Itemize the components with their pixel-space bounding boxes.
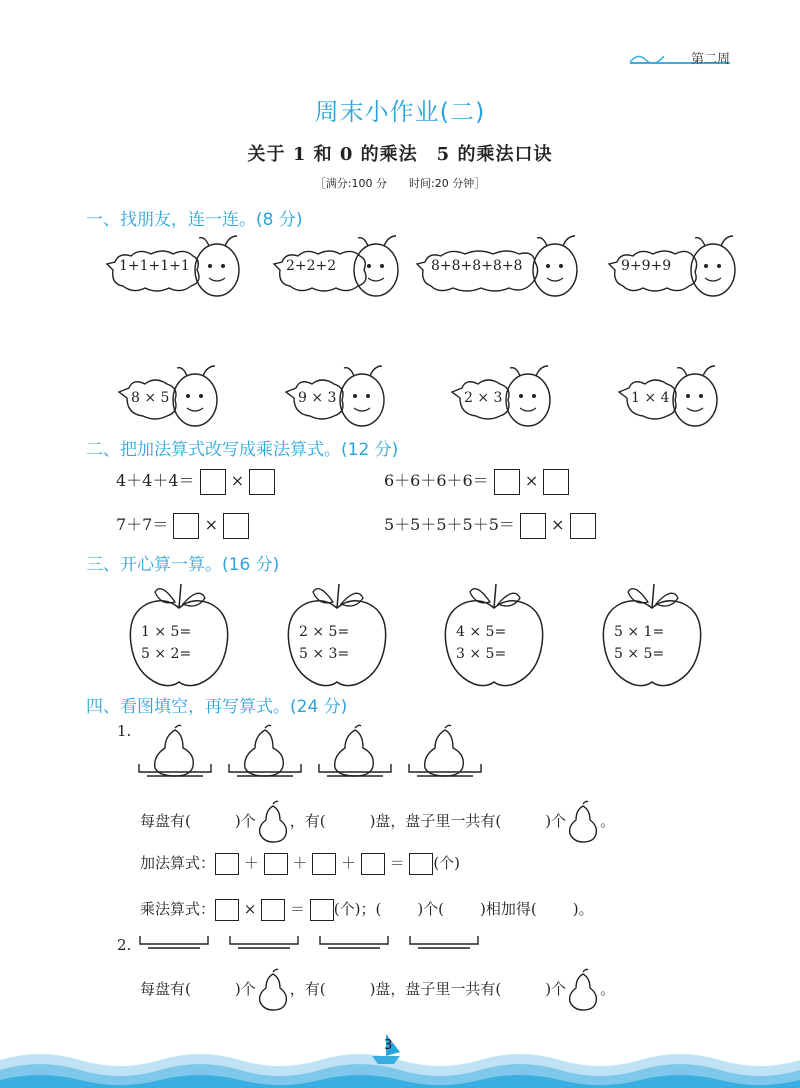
apple-card-2 bbox=[283, 578, 393, 693]
plate-with-pear-2 bbox=[225, 722, 305, 782]
answer-box[interactable] bbox=[310, 899, 334, 921]
answer-box[interactable] bbox=[312, 853, 336, 875]
equals-sign: ＝ bbox=[289, 900, 305, 918]
plus-sign: ＋ bbox=[340, 854, 356, 872]
page-subtitle: 关于 1 和 0 的乘法 5 的乘法口诀 bbox=[247, 144, 553, 165]
times-sign: × bbox=[243, 900, 257, 918]
plate-with-pear-4 bbox=[405, 722, 485, 782]
pear-on-plate-icon bbox=[315, 722, 395, 778]
text-every-plate: 每盘有( bbox=[140, 812, 191, 830]
caterpillar-expression: 2 × 3 bbox=[464, 390, 503, 406]
caterpillar-top-3[interactable] bbox=[415, 234, 585, 304]
answer-box[interactable] bbox=[361, 853, 385, 875]
text-you: ，有( bbox=[289, 812, 326, 830]
apple-card-4 bbox=[598, 578, 708, 693]
page-number: 3 bbox=[384, 1038, 393, 1053]
text-every-plate: 每盘有( bbox=[140, 980, 191, 998]
text-ge3: )个( bbox=[417, 900, 445, 918]
caterpillar-expression: 2+2+2 bbox=[286, 258, 337, 274]
section4-heading: 四、看图填空，再写算式。(24 分) bbox=[86, 697, 348, 717]
equals-sign: ＝ bbox=[389, 854, 405, 872]
equation-row-1 bbox=[116, 468, 275, 495]
pear-on-plate-icon bbox=[225, 722, 305, 778]
pear-icon bbox=[566, 968, 600, 1012]
multiplication-equation bbox=[140, 898, 594, 921]
caterpillar-expression: 8+8+8+8+8 bbox=[431, 258, 523, 274]
plate-with-pear-3 bbox=[315, 722, 395, 782]
apple-line-1: 2 × 5= bbox=[299, 624, 350, 640]
answer-box[interactable] bbox=[173, 513, 199, 539]
equation-expression: 7＋7＝ bbox=[116, 515, 169, 534]
apple-line-2: 5 × 3= bbox=[299, 646, 350, 662]
equation-row-4 bbox=[384, 512, 596, 539]
equation-expression: 6＋6＋6＋6＝ bbox=[384, 471, 489, 490]
pear-icon bbox=[256, 800, 290, 844]
caterpillar-top-4[interactable] bbox=[607, 234, 747, 304]
answer-box[interactable] bbox=[264, 853, 288, 875]
caterpillar-bottom-1[interactable] bbox=[115, 362, 225, 432]
text-semi: ；( bbox=[360, 900, 382, 918]
addition-label: 加法算式： bbox=[140, 854, 216, 872]
caterpillar-top-2[interactable] bbox=[272, 234, 412, 304]
pear-icon bbox=[566, 800, 600, 844]
apple-line-2: 5 × 2= bbox=[141, 646, 192, 662]
times-sign: × bbox=[230, 471, 245, 490]
caterpillar-bottom-2[interactable] bbox=[282, 362, 392, 432]
plus-sign: ＋ bbox=[243, 854, 259, 872]
times-sign: × bbox=[524, 471, 539, 490]
answer-box[interactable] bbox=[200, 469, 226, 495]
section3-heading: 三、开心算一算。(16 分) bbox=[86, 555, 280, 575]
equation-row-2 bbox=[384, 468, 569, 495]
answer-box[interactable] bbox=[249, 469, 275, 495]
apple-line-1: 5 × 1= bbox=[614, 624, 665, 640]
text-pan: )盘，盘子里一共有( bbox=[369, 812, 502, 830]
text-period: 。 bbox=[600, 812, 616, 830]
pear-icon bbox=[256, 968, 290, 1012]
unit-text: (个) bbox=[433, 854, 461, 872]
answer-box[interactable] bbox=[409, 853, 433, 875]
multiplication-label: 乘法算式： bbox=[140, 900, 216, 918]
text-you: ，有( bbox=[289, 980, 326, 998]
caterpillar-expression: 1+1+1+1 bbox=[119, 258, 190, 274]
answer-box[interactable] bbox=[543, 469, 569, 495]
times-sign: × bbox=[204, 515, 218, 534]
text-ge: )个 bbox=[234, 812, 256, 830]
text-sum: )相加得( bbox=[480, 900, 537, 918]
caterpillar-bottom-4[interactable] bbox=[615, 362, 725, 432]
text-period: 。 bbox=[600, 980, 616, 998]
text-ge2: )个 bbox=[545, 812, 567, 830]
question-1-number: 1. bbox=[117, 722, 132, 740]
text-end: )。 bbox=[572, 900, 594, 918]
answer-box[interactable] bbox=[215, 853, 239, 875]
answer-box[interactable] bbox=[570, 513, 596, 539]
section1-heading: 一、找朋友，连一连。(8 分) bbox=[86, 210, 303, 230]
equation-expression: 5＋5＋5＋5＋5＝ bbox=[384, 515, 515, 534]
apple-card-1 bbox=[125, 578, 235, 693]
answer-box[interactable] bbox=[520, 513, 546, 539]
answer-box[interactable] bbox=[494, 469, 520, 495]
answer-box[interactable] bbox=[215, 899, 239, 921]
apple-line-1: 4 × 5= bbox=[456, 624, 507, 640]
q2-fill-line bbox=[140, 968, 615, 1012]
caterpillar-expression: 9+9+9 bbox=[621, 258, 672, 274]
empty-plates-icon bbox=[138, 934, 498, 952]
text-pan: )盘，盘子里一共有( bbox=[369, 980, 502, 998]
q1-fill-line bbox=[140, 800, 615, 844]
addition-equation bbox=[140, 852, 460, 875]
equation-row-3 bbox=[116, 512, 249, 539]
equation-expression: 4＋4＋4＝ bbox=[116, 471, 195, 490]
plus-sign: ＋ bbox=[292, 854, 308, 872]
question-2-number: 2. bbox=[117, 936, 132, 954]
pear-on-plate-icon bbox=[135, 722, 215, 778]
text-ge2: )个 bbox=[545, 980, 567, 998]
apple-card-3 bbox=[440, 578, 550, 693]
answer-box[interactable] bbox=[223, 513, 249, 539]
apple-line-1: 1 × 5= bbox=[141, 624, 192, 640]
apple-line-2: 5 × 5= bbox=[614, 646, 665, 662]
score-time-info: ［满分:100 分 时间:20 分钟］ bbox=[314, 177, 486, 190]
pear-on-plate-icon bbox=[405, 722, 485, 778]
plate-with-pear-1 bbox=[135, 722, 215, 782]
answer-box[interactable] bbox=[261, 899, 285, 921]
caterpillar-expression: 8 × 5 bbox=[131, 390, 170, 406]
caterpillar-bottom-3[interactable] bbox=[448, 362, 558, 432]
week-label: 第二周 bbox=[690, 52, 730, 67]
apple-line-2: 3 × 5= bbox=[456, 646, 507, 662]
caterpillar-expression: 9 × 3 bbox=[298, 390, 337, 406]
times-sign: × bbox=[551, 515, 565, 534]
text-ge: )个 bbox=[234, 980, 256, 998]
caterpillar-expression: 1 × 4 bbox=[631, 390, 670, 406]
unit-text: (个) bbox=[333, 900, 361, 918]
footer-waves bbox=[0, 1030, 800, 1088]
section2-heading: 二、把加法算式改写成乘法算式。(12 分) bbox=[86, 440, 399, 460]
page-title: 周末小作业(二) bbox=[314, 98, 486, 126]
caterpillar-top-1[interactable] bbox=[105, 234, 245, 304]
